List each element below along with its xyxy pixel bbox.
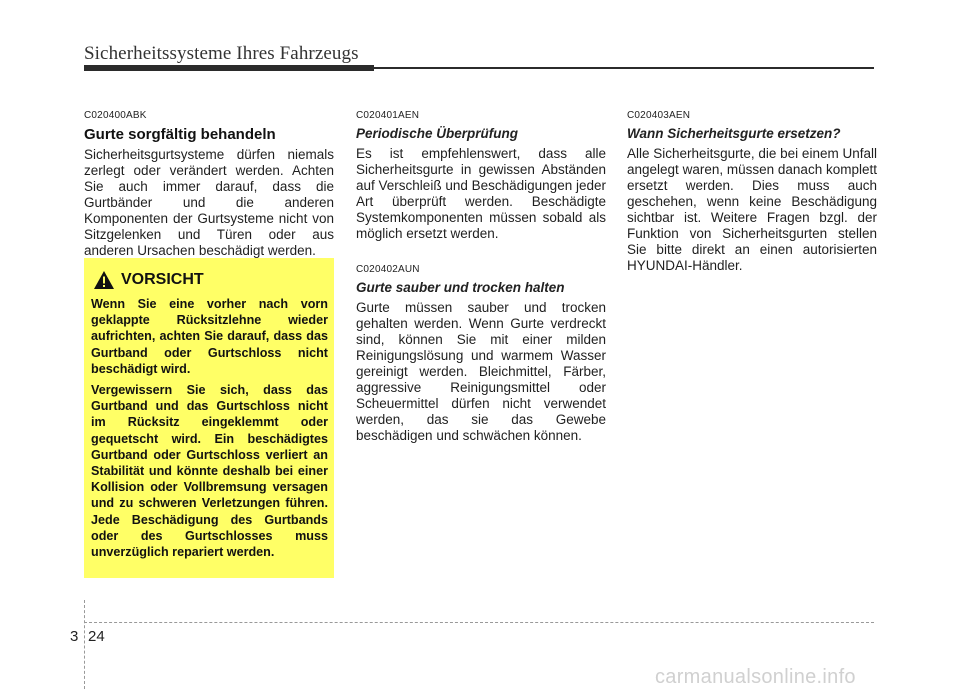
section-heading: Wann Sicherheitsgurte ersetzen?: [627, 126, 841, 141]
warning-paragraph-1: Wenn Sie eine vorher nach vorn geklappte Rücksitzlehne wieder aufrichten, achten Sie darauf, dass das Gurtband oder Gurtschloss nicht beschädigt wird.: [91, 297, 328, 376]
footer-divider: [84, 600, 85, 689]
section-body: Sicherheitsgurtsysteme dürfen niemals zerlegt oder verändert werden. Achten Sie auch immer darauf, dass die Gurtbänder und die anderen Komponenten der Gurtsysteme nicht von Sitzgelenken und Türen oder aus anderen Ursachen beschädigt werden.: [84, 147, 334, 258]
warning-triangle-icon: [93, 270, 115, 290]
header-bar: [84, 65, 374, 71]
warning-header: [93, 270, 328, 290]
section-heading: Periodische Überprüfung: [356, 126, 519, 141]
page-number: 24: [88, 628, 105, 645]
section-body: Alle Sicherheitsgurte, die bei einem Unfall angelegt waren, müssen danach komplett ersetzt werden. Dies muss auch geschehen, wenn keine Beschädigung sichtbar ist. Weitere Fragen bzgl. der Funktion von Sicherheitsgurten stellen Sie bitte direkt an einen autorisierten HYUNDAI-Händler.: [627, 146, 877, 273]
section-body: Es ist empfehlenswert, dass alle Sicherheitsgurte in gewissen Abständen auf Verschleiß und Beschädigungen jeder Art überprüft werden. Beschädigte Systemkomponenten müssen sobald als möglich ersetzt werden.: [356, 146, 606, 241]
chapter-number: 3: [70, 628, 79, 645]
footer-rule: [84, 622, 874, 623]
warning-title: VORSICHT: [121, 271, 204, 288]
section-code: C020403AEN: [627, 110, 691, 121]
section-code: C020400ABK: [84, 110, 147, 121]
section-body: Gurte müssen sauber und trocken gehalten werden. Wenn Gurte verdreckt sind, können Sie mit einer milden Reinigungslösung und warmem Wasser gereinigt werden. Bleichmittel, Färber, aggressive Reinigungsmittel oder Scheuermittel dürfen nicht verwendet werden, das sie das Gewebe beschädigen und schwächen können.: [356, 300, 606, 443]
column-left: [84, 110, 334, 259]
column-middle: [356, 110, 606, 444]
section-heading: Gurte sauber und trocken halten: [356, 280, 565, 295]
section-heading: Gurte sorgfältig behandeln: [84, 126, 276, 143]
column-right: [627, 110, 877, 274]
header-title: Sicherheitssysteme Ihres Fahrzeugs: [84, 43, 359, 64]
section-code: C020401AEN: [356, 110, 420, 121]
watermark: carmanualsonline.info: [655, 666, 856, 688]
warning-paragraph-2: Vergewissern Sie sich, dass das Gurtband und das Gurtschloss nicht im Rücksitz eingeklemmt oder gequetscht wird. Ein beschädigtes Gurtband oder Gurtschloss verliert an Stabilität und könnte deshalb bei einer Kollision oder Vollbremsung versagen und zu schweren Verletzungen führen. Jede Beschädigung des Gurtbands oder des Gurtschlosses muss unverzüglich repariert werden.: [91, 383, 328, 560]
section-code: C020402AUN: [356, 264, 420, 275]
warning-box: [84, 258, 334, 578]
